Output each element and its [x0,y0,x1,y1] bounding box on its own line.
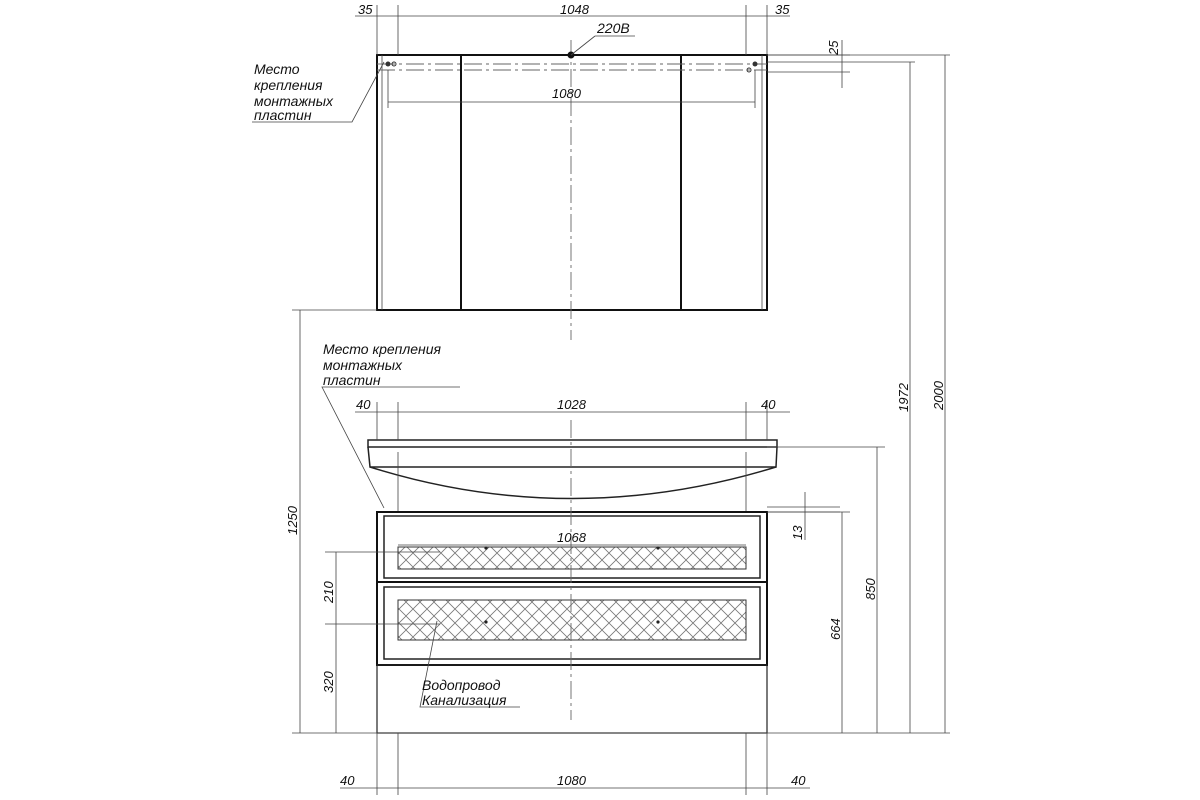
mirror-cabinet [377,40,767,340]
dim-210: 210 [321,581,336,603]
mount-label-top [252,61,384,123]
mount-top-line-1: Место [254,61,300,77]
mount-bottom-line-3: пластин [323,372,381,388]
mount-top-line-2: крепления [254,77,323,93]
dim-top-right: 35 [775,2,790,17]
mirror-plate-span [388,70,755,108]
dim-13: 13 [790,525,805,540]
gap-13-dimension [767,492,840,540]
dim-1250: 1250 [285,506,300,535]
dim-25: 25 [826,40,841,55]
drawer-panel-upper [398,547,746,569]
mount-bottom-line-1: Место крепления [323,341,442,357]
right-height-dimensions [767,55,950,733]
drawer-width-dimension [398,530,746,545]
dim-top-left: 35 [358,2,373,17]
mount-top-line-4: пластин [254,107,312,123]
dim-850: 850 [863,578,878,600]
dim-1068: 1068 [557,530,586,545]
plumbing-line-2: Канализация [422,692,507,708]
top-dimension-chain [355,2,790,55]
bottom-dimension-chain [340,733,810,795]
dim-1972: 1972 [896,383,911,412]
dim-bottom-left: 40 [340,773,355,788]
dim-bottom-right: 40 [791,773,806,788]
dim-320: 320 [321,671,336,693]
dim-top-center: 1048 [560,2,589,17]
power-leader [571,20,635,55]
plumbing-line-1: Водопровод [422,677,501,693]
mount-point-icon [386,62,391,67]
mount-point-icon [753,62,758,67]
drawer-panel-lower [398,600,746,640]
mount-label-bottom [322,341,460,508]
dim-basin-left: 40 [356,397,371,412]
dim-basin-right: 40 [761,397,776,412]
dim-664: 664 [828,618,843,640]
mount-bottom-line-2: монтажных [323,357,403,373]
depth-25-dimension [767,40,850,88]
power-label: 220В [597,20,630,36]
dim-bottom-center: 1080 [557,773,586,788]
dim-2000: 2000 [931,381,946,410]
dim-1080-mirror: 1080 [552,86,581,101]
basin-dimension-chain [355,397,790,440]
dim-basin-center: 1028 [557,397,586,412]
mount-top-line-3: монтажных [254,93,334,109]
